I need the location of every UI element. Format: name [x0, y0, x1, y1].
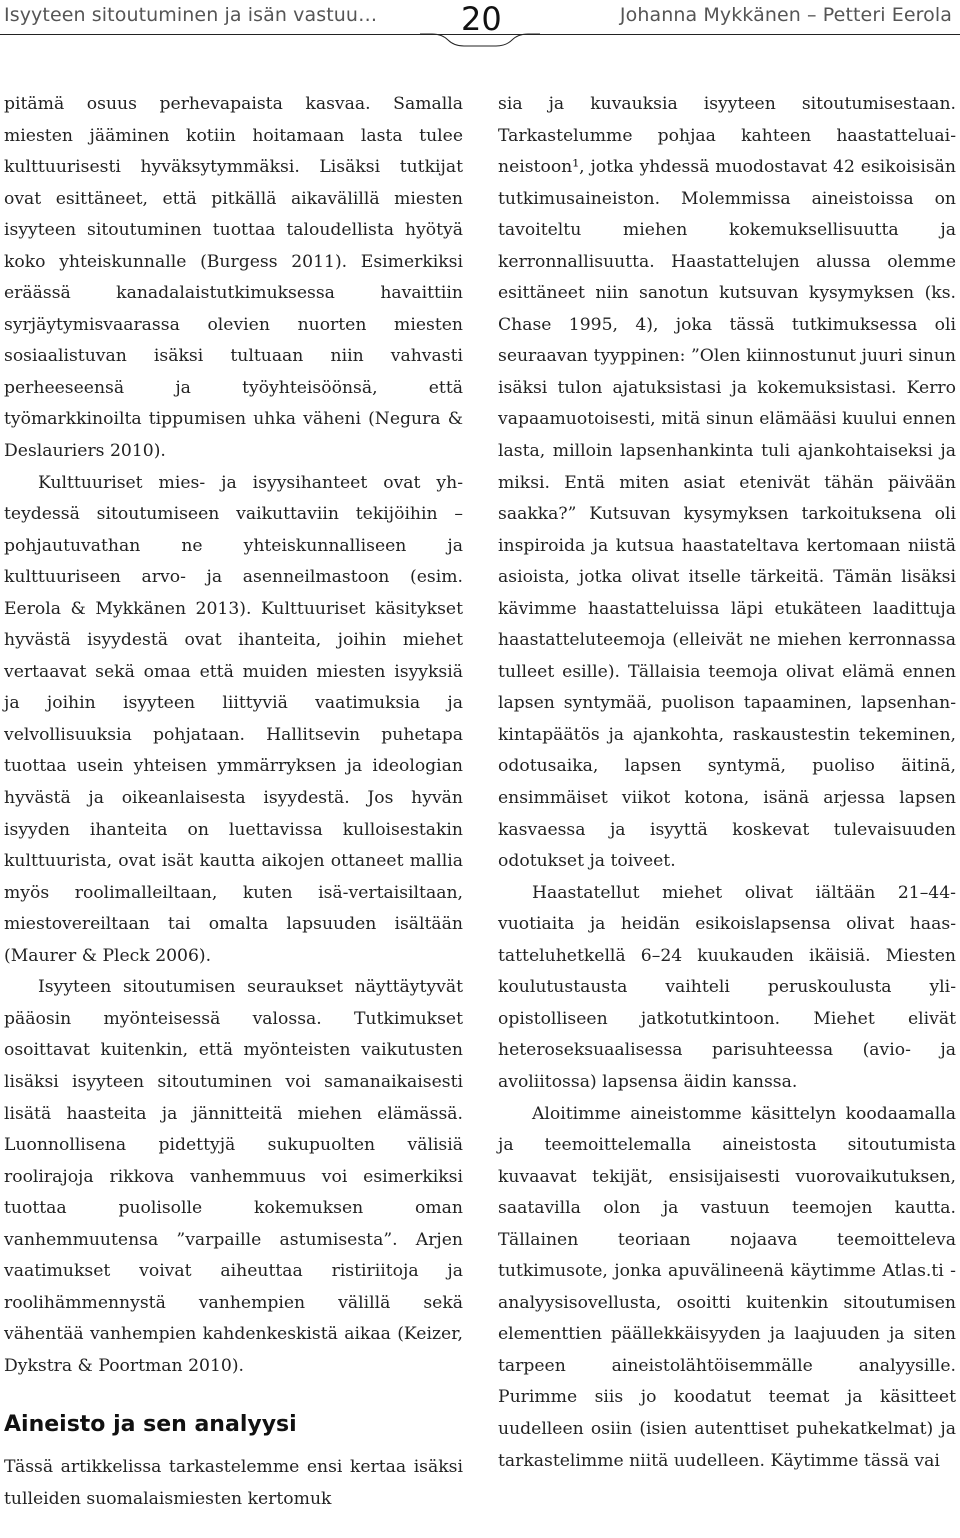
left-column	[4, 89, 463, 1516]
right-column	[498, 89, 956, 1477]
body-paragraph: Kulttuuriset mies- ja isyysihanteet ovat yhteydessä sitoutumiseen vaikuttaviin tekijöihin – pohjautuvathan ne yhteiskunnalliseen ja kulttuuriseen arvo- ja asenneilmastoon (esim. Eerola & Mykkänen 2013). Kulttuuriset käsitykset hyvästä isyydestä ovat ihanteita, joihin miehet vertaavat sekä omaa että muiden miesten isyyksiä ja joihin isyyteen liittyviä vaatimuksia ja velvollisuuksia pohjataan. Hallitsevin puhetapa tuottaa usein yhteisen ymmärryksen ja ideologian hyvästä ja oikeanlaisesta isyydestä. Jos hyvän isyyden ihanteita on luettavissa kulloisestakin kulttuurista, ovat isät kautta aikojen ottaneet mallia myös roolimalleiltaan, kuten isä-vertaisiltaan, miestovereiltaan tai omalta lapsuuden isältään (Maurer & Pleck 2006).	[4, 472, 463, 966]
running-title: Isyyteen sitoutuminen ja isän vastuu…	[4, 4, 378, 26]
running-authors: Johanna Mykkänen – Petteri Eerola	[619, 4, 952, 26]
running-header	[0, 0, 960, 52]
body-paragraph: pitämä osuus perhevapaista kasvaa. Samalla miesten jääminen kotiin hoitamaan lasta tulee kulttuurisesti hyväksytymmäksi. Lisäksi tutkijat ovat esittäneet, että pitkällä aikavälillä miesten isyyteen sitoutuminen tuottaa taloudellista hyötyä koko yhteiskunnalle (Burgess 2011). Esimerkiksi eräässä kanadalaistutkimuksessa havaittiin syrjäytymisvaarassa olevien nuorten miesten sosiaalistuvan isäksi tultuaan niin vahvasti perheeseensä ja työyhteisöönsä, että työmarkkinoilta tippumisen uhka väheni (Negura & Deslauriers 2010).	[4, 94, 463, 462]
body-paragraph: Haastatellut miehet olivat iältään 21–44-vuotiaita ja heidän esikoislapsensa olivat haastatteluhetkellä 6–24 kuukauden ikäisiä. Miesten koulutustausta vaihteli peruskoulusta yliopistolliseen jatkotutkintoon. Miehet elivät heteroseksuaalisessa parisuhteessa (avio- ja avoliitossa) lapsensa äidin kanssa.	[498, 882, 956, 1092]
section-heading: Aineisto ja sen analyysi	[4, 1412, 297, 1438]
body-paragraph: sia ja kuvauksia isyyteen sitoutumisestaan. Tarkastelumme pohjaa kahteen haastatteluaineistoon¹, jotka yhdessä muodostavat 42 esikoisisän tutkimusaineiston. Molemmissa aineistoissa on tavoiteltu miehen kokemuksellisuutta ja kerronnallisuutta. Haastattelujen alussa olemme esittäneet niin sanotun kutsuvan kysymyksen (ks. Chase 1995, 4), joka tässä tutkimuksessa oli seuraavan tyyppinen: ”Olen kiinnostunut juuri sinun isäksi tulon ajatuksistasi ja kokemuksistasi. Kerro vapaamuotoisesti, mitä sinun elämääsi kuului ennen lasta, milloin lapsenhankinta tuli ajankohtaiseksi ja miksi. Entä miten asiat etenivät tähän päivään saakka?” Kutsuvan kysymyksen tarkoituksena oli inspiroida ja kutsua haastateltava kertomaan niistä asioista, jotka olivat itselle tärkeitä. Tämän lisäksi kävimme haastatteluissa läpi etukäteen laadittuja haastatteluteemoja (elleivät ne miehen kerronnassa tulleet esille). Tällaisia teemoja olivat elämä ennen lapsen syntymää, puolison tapaaminen, lapsenhankintapäätös ja ajankohta, raskaustestin tekeminen, odotusaika, lapsen syntymä, puoliso äitinä, ensimmäiset viikot kotona, isänä arjessa lapsen kasvaessa ja isyyttä koskevat tulevaisuuden odotukset ja toiveet.	[498, 94, 956, 872]
page-number: 20	[461, 0, 502, 38]
body-paragraph: Isyyteen sitoutumisen seuraukset näyttäytyvät pääosin myönteisessä valossa. Tutkimukset osoittavat kuitenkin, että myönteisten vaikutusten lisäksi isyyteen sitoutuminen voi samanaikaisesti lisätä haasteita ja jännitteitä miehen elämässä. Luonnollisena pidettyjä sukupuolten välisiä roolirajoja rikkova vanhemmuus voi esimerkiksi tuottaa puolisolle kokemuksen oman vanhemmuutensa ”varpaille astumisesta”. Arjen vaatimukset voivat aiheuttaa ristiriitoja ja roolihämmennystä vanhempien välillä sekä vähentää vanhempien kahdenkeskistä aikaa (Keizer, Dykstra & Poortman 2010).	[4, 977, 463, 1376]
body-paragraph: Aloitimme aineistomme käsittelyn koodaamalla ja teemoittelemalla aineistosta sitoutumista kuvaavat tekijät, ensisijaisesti vuorovaikutuksen, saatavilla olon ja vastuun teemojen kautta. Tällainen teoriaan nojaava teemoitteleva tutkimusote, jonka apuvälineenä käytimme Atlas.ti -analyysisovellusta, osoitti kuitenkin sitoutumisen elementtien päällekkäisyyden ja laajuuden ja siten tarpeen aineistolähtöisemmälle analyysille. Purimme siis jo koodatut teemat ja käsitteet uudelleen osiin (isien autenttiset puhekatkelmat) ja tarkastelimme niitä uudelleen. Käytimme tässä vai	[498, 1103, 956, 1471]
body-paragraph: Tässä artikkelissa tarkastelemme ensi kertaa isäksi tulleiden suomalaismiesten kertomuk	[4, 1457, 463, 1509]
